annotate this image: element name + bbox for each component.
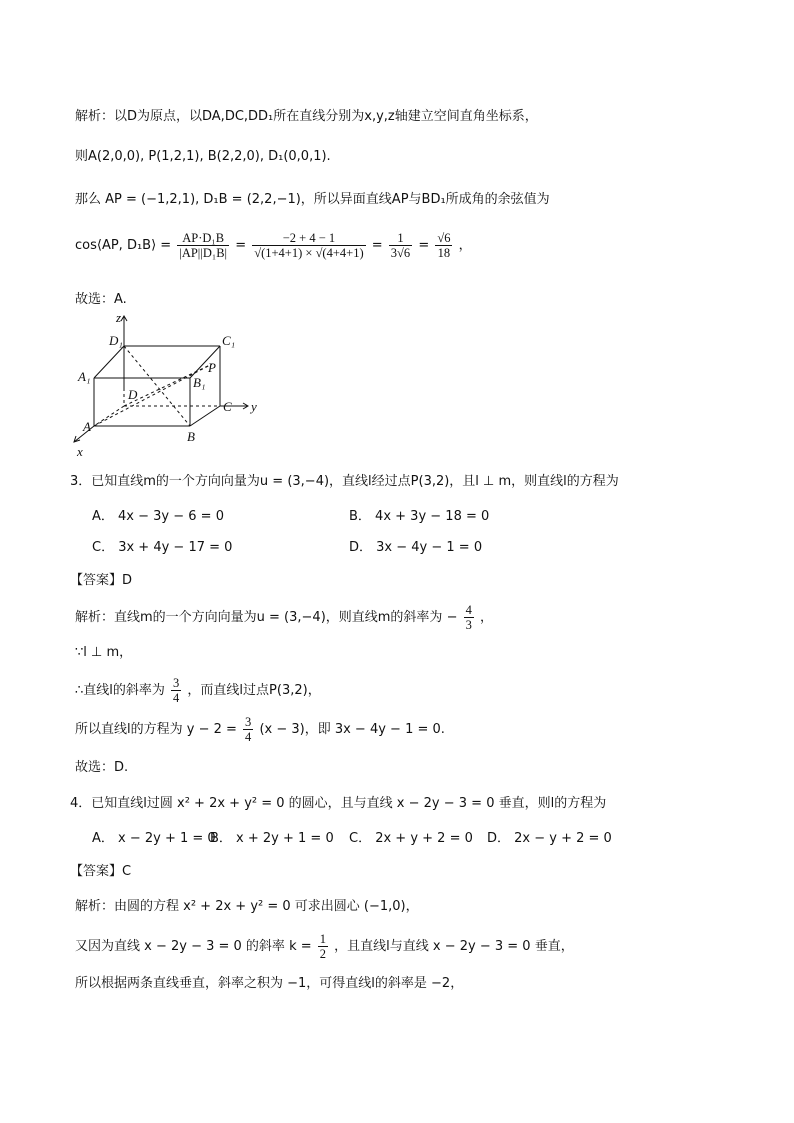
- fraction-numerator: AP·D₁B: [177, 231, 229, 246]
- fraction-denominator: 4: [173, 691, 180, 705]
- q4-option-b: B． x + 2y + 1 = 0: [210, 831, 334, 846]
- text: 又因为直线 x − 2y − 3 = 0 的斜率 k =: [75, 939, 312, 954]
- label-A1: A₁: [78, 369, 91, 384]
- fraction-computed: [252, 231, 365, 260]
- q4-stem: 4．已知直线l过圆 x² + 2x + y² = 0 的圆心，且与直线 x − 2y − 3 = 0 垂直，则l的方程为: [70, 796, 607, 811]
- fraction-denominator: √(1+4+1) × √(4+4+1): [254, 246, 364, 260]
- diagonal-D1B: [124, 346, 190, 426]
- text: ，且直线l与直线 x − 2y − 3 = 0 垂直，: [334, 939, 574, 954]
- fraction-numerator: √6: [437, 231, 451, 245]
- q2-solution-line-1: 解析：以D为原点，以DA,DC,DD₁所在直线分别为x,y,z轴建立空间直角坐标系，: [75, 109, 538, 124]
- fraction-numerator: 3: [245, 715, 252, 729]
- q3-solution-line-1: [75, 603, 493, 633]
- q4-solution-line-3: 所以根据两条直线垂直，斜率之积为 −1，可得直线l的斜率是 −2，: [75, 976, 464, 991]
- label-y: y: [251, 399, 257, 414]
- edge-BC: [190, 406, 220, 426]
- text: 所以直线l的方程为 y − 2 =: [75, 722, 237, 737]
- box-diagram: [60, 308, 280, 458]
- text: ∴直线l的斜率为: [75, 683, 165, 698]
- q3-option-a: A． 4x − 3y − 6 = 0: [92, 509, 224, 524]
- q3-solution-line-3: [75, 676, 321, 706]
- q2-solution-line-2: 则A(2,0,0), P(1,2,1), B(2,2,0), D₁(0,0,1).: [75, 149, 331, 164]
- text: ，而直线l过点P(3,2)，: [187, 683, 321, 698]
- q4-solution-line-2: [75, 932, 574, 962]
- q2-solution-line-3: 那么 AP = (−1,2,1), D₁B = (2,2,−1)，所以异面直线AP与BD₁所成角的余弦值为: [75, 192, 550, 207]
- fraction-denominator: 3√6: [390, 246, 411, 260]
- equals-sign: =: [418, 238, 430, 253]
- fraction-numerator: 3: [173, 676, 180, 690]
- q4-solution-line-1: 解析：由圆的方程 x² + 2x + y² = 0 可求出圆心 (−1,0)，: [75, 899, 419, 914]
- label-D: D: [128, 387, 138, 402]
- fraction-slope-eq: [243, 715, 253, 744]
- equals-sign: =: [235, 238, 247, 253]
- text: 解析：直线m的一个方向向量为u = (3,−4)，则直线m的斜率为 −: [75, 610, 458, 625]
- label-B1: B₁: [193, 375, 206, 390]
- fraction-numerator: −2 + 4 − 1: [252, 231, 365, 246]
- fraction-simplified: [389, 231, 412, 260]
- fraction-denominator: |AP||D₁B|: [179, 246, 228, 260]
- fraction-denominator: 2: [319, 947, 327, 961]
- label-A: A: [83, 419, 91, 434]
- q4-option-a: A． x − 2y + 1 = 0: [92, 831, 216, 846]
- comma: ，: [458, 238, 472, 253]
- fraction-denominator: 3: [465, 618, 472, 632]
- fraction-denominator: 4: [245, 730, 252, 744]
- label-P: P: [208, 360, 216, 375]
- cos-lhs: cos⟨AP, D₁B⟩ =: [75, 238, 172, 253]
- q4-answer-tag: 【答案】C: [70, 864, 132, 879]
- edge-DA-hidden: [94, 406, 124, 426]
- fraction-slope-k: [318, 932, 328, 961]
- q3-option-c: C． 3x + 4y − 17 = 0: [92, 540, 233, 555]
- edge-D1A1: [94, 346, 124, 378]
- fraction-slope-l: [171, 676, 181, 705]
- label-z: z: [116, 310, 122, 325]
- fraction-denominator: 18: [437, 246, 451, 260]
- q3-answer-tag: 【答案】D: [70, 573, 133, 588]
- label-D1: D₁: [109, 333, 123, 348]
- q4-option-c: C． 2x + y + 2 = 0: [349, 831, 473, 846]
- q2-answer: 故选：A.: [75, 292, 127, 307]
- q3-option-d: D． 3x − 4y − 1 = 0: [349, 540, 483, 555]
- q3-solution-line-2: ∵l ⊥ m，: [75, 645, 133, 660]
- q3-solution-line-5: 故选：D.: [75, 760, 129, 775]
- label-B: B: [187, 429, 195, 444]
- fraction-slope-m: [464, 603, 474, 632]
- fraction-numerator: 1: [319, 932, 327, 946]
- label-C1: C₁: [222, 333, 236, 348]
- q3-option-b: B． 4x + 3y − 18 = 0: [349, 509, 490, 524]
- label-x: x: [77, 444, 83, 458]
- q2-cosine-formula: [75, 230, 472, 262]
- q3-stem: 3．已知直线m的一个方向向量为u = (3,−4)，直线l经过点P(3,2)，且l ⊥ m，则直线l的方程为: [70, 474, 619, 489]
- fraction-result: [435, 231, 452, 260]
- fraction-dot-over-norms: [177, 231, 229, 260]
- fraction-numerator: 4: [465, 603, 472, 617]
- equals-sign: =: [371, 238, 383, 253]
- label-C: C: [223, 399, 232, 414]
- text: (x − 3)，即 3x − 4y − 1 = 0.: [259, 722, 445, 737]
- q3-solution-line-4: [75, 715, 445, 745]
- text: ，: [480, 610, 494, 625]
- q4-option-d: D． 2x − y + 2 = 0: [487, 831, 612, 846]
- fraction-numerator: 1: [389, 231, 412, 246]
